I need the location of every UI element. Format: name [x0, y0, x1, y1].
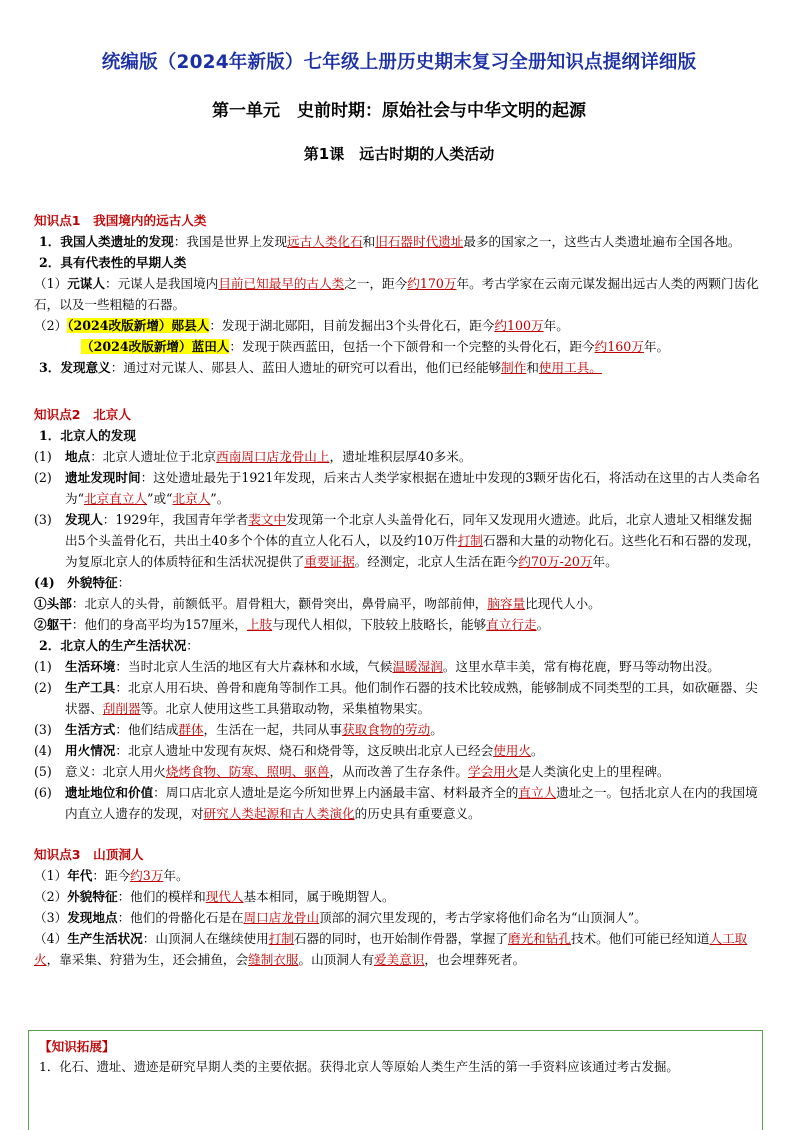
- new-content-tag: （2024改版新增）蓝田人: [81, 339, 230, 354]
- kp2-item-site-value: (6) 遗址地位和价值：周口店北京人遗址是迄今所知世界上内涵最丰富、材料最齐全的直立人遗址之一。包括北京人在内的我国境内直立人遗存的发现，对研究人类起源和古人类演化的历史具有重要意义。: [34, 785, 758, 821]
- kp1-yunxian: （2）（2024改版新增）郧县人：发现于湖北郧阳，目前发掘出3个头骨化石，距今约100万年。: [34, 318, 569, 333]
- kp2-item-appearance: (4) 外貌特征：: [34, 575, 131, 590]
- extension-line-1: 1．化石、遗址、遗迹是研究早期人类的主要依据。获得北京人等原始人类生产生活的第一手资料应该通过考古发掘。: [39, 1059, 679, 1074]
- knowledge-point-1-heading: 知识点1 我国境内的远古人类: [34, 213, 207, 228]
- kp1-lantian: （2024改版新增）蓝田人：发现于陕西蓝田，包括一个下颌骨和一个完整的头骨化石，距今约160万年。: [81, 339, 670, 354]
- kp1-section-3: 3．发现意义：通过对元谋人、郧县人、蓝田人遗址的研究可以看出，他们已经能够制作和使用工具。: [39, 360, 602, 375]
- kp2-item-discoverer: (3) 发现人：1929年，我国青年学者裴文中发现第一个北京人头盖骨化石，同年又发现用火遗迹。此后，北京人遗址又相继发掘出5个头盖骨化石，共出土40多个个体的直立人化石人，以及约10万件打制石器和大量的动物化石。这些化石和石器的发现，为复原北京人的体质特征和生活状况提供了重要证据。经测定，北京人生活在距今约70万-20万年。: [34, 512, 760, 569]
- kp1-yuanmou: （1）元谋人：元谋人是我国境内目前已知最早的古人类之一，距今约170万年。考古学家在云南元谋发掘出远古人类的两颗门齿化石，以及一些粗糙的石器。: [34, 276, 759, 312]
- kp2-head-features: ①头部：北京人的头骨，前额低平。眉骨粗大，颧骨突出，鼻骨扁平，吻部前伸，脑容量比现代人小。: [34, 596, 601, 611]
- kp2-body-features: ②躯干：他们的身高平均为157厘米，上肢与现代人相似，下肢较上肢略长，能够直立行走。: [34, 617, 550, 632]
- lesson-title: 第1课 远古时期的人类活动: [303, 145, 495, 163]
- kp2-item-discovery-time: (2) 遗址发现时间：这处遗址最先于1921年发现，后来古人类学家根据在遗址中发现的3颗牙齿化石，将活动在这里的古人类命名为“北京直立人”或“北京人”。: [34, 470, 760, 506]
- kp2-item-significance: (5) 意义：北京人用火烧烤食物、防寒、照明、驱兽，从而改善了生存条件。学会用火是人类演化史上的里程碑。: [34, 764, 670, 779]
- kp1-section-2: 2．具有代表性的早期人类: [39, 255, 187, 270]
- kp2-item-environment: (1) 生活环境：当时北京人生活的地区有大片森林和水域，气候温暖湿润。这里水草丰美，常有梅花鹿，野马等动物出没。: [34, 659, 720, 674]
- knowledge-point-3-heading: 知识点3 山顶洞人: [34, 847, 144, 862]
- kp2-section-2: 2．北京人的生产生活状况：: [39, 638, 199, 653]
- knowledge-extension-box: [28, 1030, 763, 1130]
- kp3-item-appearance: （2）外貌特征：他们的模样和现代人基本相同，属于晚期智人。: [34, 889, 395, 904]
- new-content-tag: （2024改版新增）郧县人: [67, 318, 210, 333]
- document-title: 统编版（2024年新版）七年级上册历史期末复习全册知识点提纲详细版: [101, 52, 697, 73]
- extension-title: 【知识拓展】: [39, 1039, 115, 1054]
- kp3-item-location: （3）发现地点：他们的骨骼化石是在周口店龙骨山顶部的洞穴里发现的，考古学家将他们命名为“山顶洞人”。: [34, 910, 647, 925]
- kp3-item-era: （1）年代：距今约3万年。: [34, 868, 189, 883]
- unit-title: 第一单元 史前时期：原始社会与中华文明的起源: [212, 101, 586, 121]
- kp3-item-life: （4）生产生活状况：山顶洞人在继续使用打制石器的同时，也开始制作骨器，掌握了磨光和钻孔技术。他们可能已经知道人工取火，靠采集、狩猎为生，还会捕鱼，会缝制衣服。山顶洞人有爱美意识，也会埋葬死者。: [34, 931, 748, 967]
- kp2-item-location: (1) 地点：北京人遗址位于北京西南周口店龙骨山上，遗址堆积层厚40多米。: [34, 449, 472, 464]
- kp2-item-tools: (2) 生产工具：北京人用石块、兽骨和鹿角等制作工具。他们制作石器的技术比较成熟，能够制成不同类型的工具，如砍砸器、尖状器、刮削器等。北京人使用这些工具猎取动物，采集植物果实。: [34, 680, 758, 716]
- knowledge-point-2-heading: 知识点2 北京人: [34, 407, 131, 422]
- kp2-section-1: 1．北京人的发现: [39, 428, 136, 443]
- kp2-item-lifestyle: (3) 生活方式：他们结成群体，生活在一起，共同从事获取食物的劳动。: [34, 722, 443, 737]
- kp2-item-fire: (4) 用火情况：北京人遗址中发现有灰烬、烧石和烧骨等，这反映出北京人已经会使用火。: [34, 743, 544, 758]
- kp1-section-1: 1．我国人类遗址的发现：我国是世界上发现远古人类化石和旧石器时代遗址最多的国家之一，这些古人类遗址遍布全国各地。: [39, 234, 741, 249]
